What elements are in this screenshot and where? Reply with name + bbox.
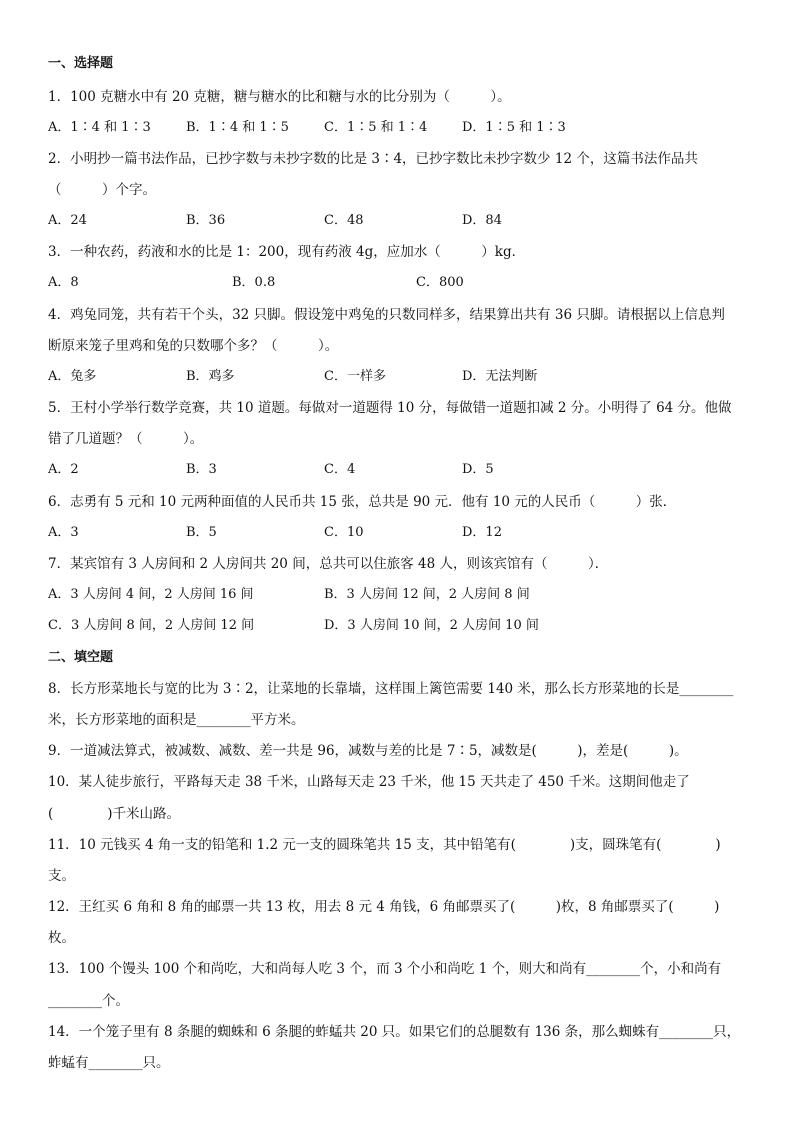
question-14-text: 14．一个笼子里有 8 条腿的蜘蛛和 6 条腿的蚱蜢共 20 只。如果它们的总腿数有 136 条，那么蜘蛛有________只， xyxy=(48,1024,741,1040)
q6-option-d: D．12 xyxy=(462,525,502,540)
q3-option-b: B．0.8 xyxy=(232,275,276,290)
q5-option-c: C．4 xyxy=(324,462,356,477)
question-3-text: 3．一种农药，药液和水的比是 1：200，现有药液 4g，应加水（ ）kg． xyxy=(48,244,526,260)
question-2-text-cont: （ ）个字。 xyxy=(48,182,156,198)
question-12-text: 12．王红买 6 角和 8 角的邮票一共 13 枚，用去 8 元 4 角钱，6 角邮票买了( )枚，8 角邮票买了( ) xyxy=(48,899,720,915)
q1-option-d: D．1∶5 和 1∶3 xyxy=(462,120,566,135)
q7-option-c: C．3 人房间 8 间，2 人房间 12 间 xyxy=(48,618,255,633)
q3-option-a: A．8 xyxy=(48,275,79,290)
q3-option-c: C．800 xyxy=(416,275,464,290)
q1-option-a: A．1∶4 和 1∶3 xyxy=(48,120,151,135)
q6-option-b: B．5 xyxy=(186,525,217,540)
q5-option-a: A．2 xyxy=(48,462,79,477)
question-11-text-cont: 支。 xyxy=(48,868,75,884)
q1-option-c: C．1∶5 和 1∶4 xyxy=(324,120,428,135)
question-8-text-cont: 米，长方形菜地的面积是________平方米。 xyxy=(48,712,305,728)
q4-option-a: A．兔多 xyxy=(48,369,97,384)
q4-option-b: B．鸡多 xyxy=(186,369,235,384)
question-7-text: 7．某宾馆有 3 人房间和 2 人房间共 20 间，总共可以住旅客 48 人，则该宾馆有（ ）． xyxy=(48,556,609,572)
question-12-text-cont: 枚。 xyxy=(48,930,75,946)
question-6-text: 6．志勇有 5 元和 10 元两种面值的人民币共 15 张，总共是 90 元．他有 10 元的人民币（ ）张． xyxy=(48,494,677,510)
question-5-text-cont: 错了几道题？（ ）。 xyxy=(48,431,204,447)
question-10-text-cont: ( )千米山路。 xyxy=(48,806,181,822)
q6-option-a: A．3 xyxy=(48,525,79,540)
question-2-text: 2．小明抄一篇书法作品，已抄字数与未抄字数的比是 3∶4，已抄字数比未抄字数少 12 个，这篇书法作品共 xyxy=(48,151,698,167)
q7-option-a: A．3 人房间 4 间，2 人房间 16 间 xyxy=(48,587,254,602)
q6-option-c: C．10 xyxy=(324,525,364,540)
q1-option-b: B．1∶4 和 1∶5 xyxy=(186,120,289,135)
q7-option-b: B．3 人房间 12 间，2 人房间 8 间 xyxy=(324,587,530,602)
q4-option-c: C．一样多 xyxy=(324,369,386,384)
q4-option-d: D．无法判断 xyxy=(462,369,538,384)
question-5-text: 5．王村小学举行数学竞赛，共 10 道题。每做对一道题得 10 分，每做错一道题扣减 2 分。小明得了 64 分。他做 xyxy=(48,400,732,416)
question-1-text: 1．100 克糖水中有 20 克糖，糖与糖水的比和糖与水的比分别为（ ）。 xyxy=(48,89,511,105)
question-10-text: 10．某人徒步旅行，平路每天走 38 千米，山路每天走 23 千米，他 15 天共走了 450 千米。这期间他走了 xyxy=(48,774,690,790)
question-13-text-cont: ________个。 xyxy=(48,993,129,1009)
question-9-text: 9．一道减法算式，被减数、减数、差一共是 96，减数与差的比是 7∶5，减数是( )，差是( )。 xyxy=(48,743,688,759)
question-8-text: 8．长方形菜地长与宽的比为 3∶2，让菜地的长靠墙，这样围上篱笆需要 140 米，那么长方形菜地的长是________ xyxy=(48,681,734,697)
q2-option-b: B．36 xyxy=(186,213,226,228)
q5-option-b: B．3 xyxy=(186,462,217,477)
q5-option-d: D．5 xyxy=(462,462,494,477)
question-13-text: 13．100 个馒头 100 个和尚吃，大和尚每人吃 3 个，而 3 个小和尚吃 1 个，则大和尚有________个，小和尚有 xyxy=(48,961,722,977)
question-4-text: 4．鸡兔同笼，共有若干个头，32 只脚。假设笼中鸡兔的只数同样多，结果算出共有 36 只脚。请根据以上信息判 xyxy=(48,307,725,323)
q2-option-c: C．48 xyxy=(324,213,364,228)
q2-option-d: D．84 xyxy=(462,213,502,228)
question-4-text-cont: 断原来笼子里鸡和兔的只数哪个多？（ ）。 xyxy=(48,338,339,354)
q7-option-d: D．3 人房间 10 间，2 人房间 10 间 xyxy=(324,618,539,633)
section-title-choice: 一、选择题 xyxy=(48,56,114,71)
q2-option-a: A．24 xyxy=(48,213,87,228)
section-title-fill: 二、填空题 xyxy=(48,650,114,665)
question-14-text-cont: 蚱蜢有________只。 xyxy=(48,1055,170,1071)
question-11-text: 11．10 元钱买 4 角一支的铅笔和 1.2 元一支的圆珠笔共 15 支，其中铅笔有( )支，圆珠笔有( ) xyxy=(48,837,721,853)
